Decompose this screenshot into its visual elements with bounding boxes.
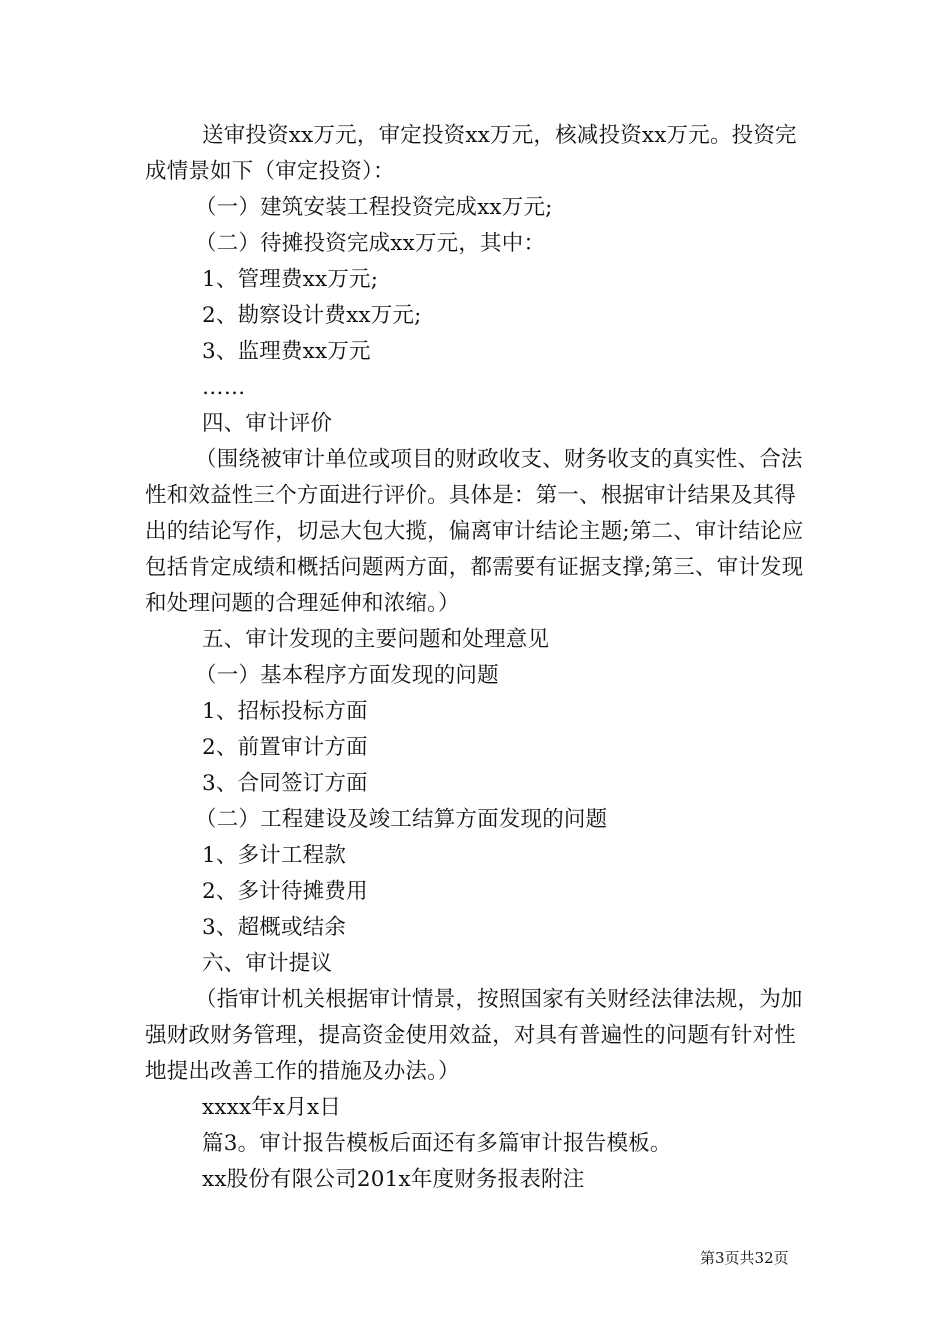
audit-evaluation-paragraph: （围绕被审计单位或项目的财政收支、财务收支的真实性、合法性和效益性三个方面进行评价。具体是：第一、根据审计结果及其得出的结论写作，切忌大包大揽，偏离审计结论主题;第二、审计结论应包括肯定成绩和概括问题两方面，都需要有证据支撑;第三、审计发现和处理问题的合理延伸和浓缩。） [145, 447, 804, 616]
page-number: 第3页共32页 [700, 1249, 789, 1267]
report-title: xx股份有限公司201x年度财务报表附注 [202, 1167, 585, 1192]
list-item: 1、招标投标方面 [202, 699, 368, 724]
list-item: 2、前置审计方面 [202, 735, 368, 760]
list-item: （一）建筑安装工程投资完成xx万元; [195, 195, 553, 220]
section-heading: 六、审计提议 [202, 951, 333, 976]
subsection-heading: （二）工程建设及竣工结算方面发现的问题 [195, 807, 608, 832]
subsection-heading: （一）基本程序方面发现的问题 [195, 663, 499, 688]
investment-summary-paragraph: 送审投资xx万元，审定投资xx万元，核减投资xx万元。投资完成情景如下（审定投资）： [145, 123, 797, 184]
list-item: 3、合同签订方面 [202, 771, 368, 796]
section-heading: 四、审计评价 [202, 411, 333, 436]
document-body [145, 118, 810, 1198]
list-item: 3、超概或结余 [202, 915, 347, 940]
list-item: 1、多计工程款 [202, 843, 347, 868]
list-item: 3、监理费xx万元 [202, 339, 371, 364]
template-note: 篇3。审计报告模板后面还有多篇审计报告模板。 [202, 1131, 672, 1156]
audit-suggestion-paragraph: （指审计机关根据审计情景，按照国家有关财经法律法规，为加强财政财务管理，提高资金使用效益，对具有普遍性的问题有针对性地提出改善工作的措施及办法。） [145, 987, 803, 1084]
list-item: 2、多计待摊费用 [202, 879, 368, 904]
date-line: xxxx年x月x日 [202, 1095, 342, 1120]
list-item: 1、管理费xx万元; [202, 267, 379, 292]
ellipsis-text: …… [202, 375, 246, 400]
list-item: 2、勘察设计费xx万元; [202, 303, 422, 328]
list-item: （二）待摊投资完成xx万元，其中： [195, 231, 546, 256]
section-heading: 五、审计发现的主要问题和处理意见 [202, 627, 550, 652]
